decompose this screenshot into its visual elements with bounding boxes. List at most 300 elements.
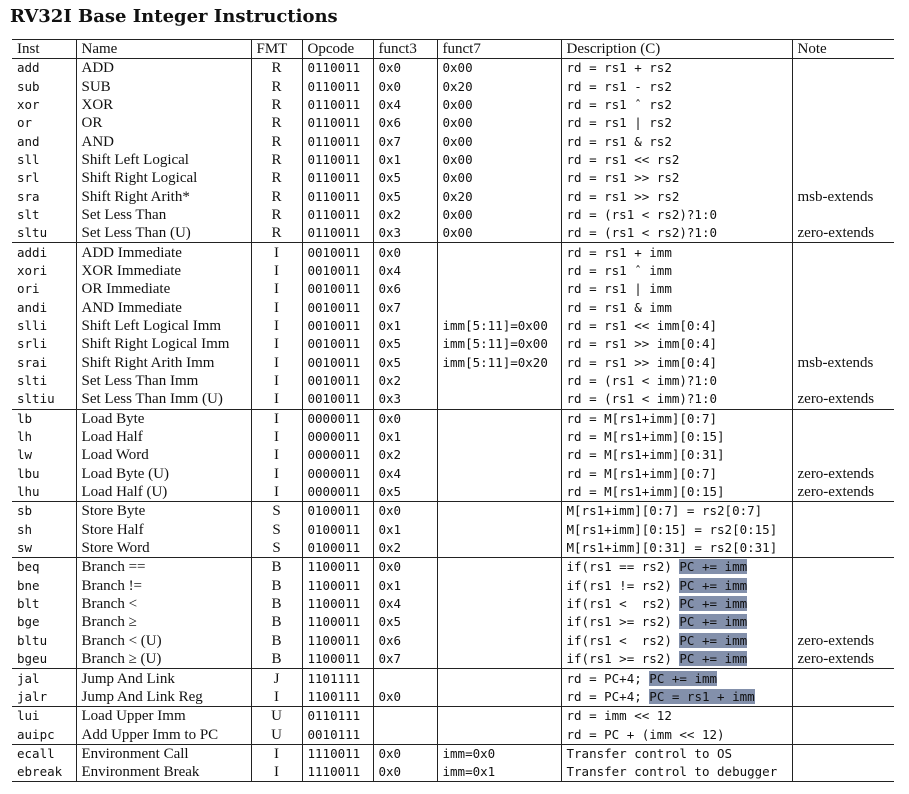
- cell-name: Shift Left Logical: [76, 151, 251, 169]
- description-text: rd = (rs1 < rs2)?1:0: [566, 225, 718, 241]
- cell-opcode: 1100011: [302, 632, 373, 650]
- column-header-note: Note: [792, 40, 894, 59]
- cell-description: [561, 577, 792, 595]
- cell-description: [561, 539, 792, 558]
- cell-opcode: 1110011: [302, 744, 373, 763]
- table-row: [12, 483, 894, 502]
- cell-description: [561, 317, 792, 335]
- table-row: [12, 317, 894, 335]
- cell-description: [561, 96, 792, 114]
- cell-name: Jump And Link: [76, 669, 251, 688]
- cell-description: [561, 280, 792, 298]
- description-text: rd = rs1 | imm: [566, 281, 672, 297]
- cell-funct3: 0x2: [373, 539, 437, 558]
- cell-funct7: 0x00: [437, 59, 561, 78]
- table-row: [12, 335, 894, 353]
- cell-inst: srli: [17, 336, 48, 352]
- description-text: rd = rs1 ˆ imm: [566, 262, 672, 278]
- cell-note: [792, 502, 894, 521]
- cell-note: [792, 428, 894, 446]
- cell-description: [561, 262, 792, 280]
- table-row: [12, 744, 894, 763]
- cell-inst: bgeu: [17, 651, 48, 667]
- cell-fmt: B: [251, 632, 302, 650]
- cell-description: [561, 632, 792, 650]
- cell-description: [561, 224, 792, 243]
- cell-inst: addi: [12, 243, 76, 262]
- cell-funct7: [437, 539, 561, 558]
- cell-inst: xori: [17, 262, 48, 278]
- cell-funct7: [437, 577, 561, 595]
- cell-name: Load Upper Imm: [76, 707, 251, 726]
- table-body: [12, 59, 894, 782]
- description-text: rd = rs1 - rs2: [566, 78, 672, 94]
- table-row: [12, 763, 894, 782]
- cell-name: Jump And Link Reg: [76, 688, 251, 707]
- cell-funct3: 0x5: [373, 483, 437, 502]
- cell-opcode: 0010011: [302, 298, 373, 316]
- cell-opcode: 1101111: [302, 669, 373, 688]
- cell-funct7: [437, 650, 561, 669]
- cell-funct3: 0x0: [373, 688, 437, 707]
- cell-note: [792, 59, 894, 78]
- cell-note: [792, 243, 894, 262]
- cell-funct7: [437, 372, 561, 390]
- table-row: [12, 243, 894, 262]
- cell-note: [792, 446, 894, 464]
- cell-opcode: 1100011: [302, 595, 373, 613]
- cell-funct3: 0x0: [373, 243, 437, 262]
- cell-inst: sltu: [17, 225, 48, 241]
- description-text: rd = rs1 >> rs2: [566, 170, 680, 186]
- table-row: [12, 169, 894, 187]
- cell-funct7: imm=0x0: [437, 744, 561, 763]
- description-text: if(rs1 >= rs2): [566, 614, 680, 630]
- cell-fmt: I: [251, 354, 302, 372]
- cell-name: AND: [76, 132, 251, 150]
- cell-opcode: 0010011: [302, 280, 373, 298]
- cell-opcode: 0110011: [302, 77, 373, 95]
- cell-fmt: R: [251, 114, 302, 132]
- cell-fmt: S: [251, 539, 302, 558]
- cell-description: [561, 650, 792, 669]
- cell-fmt: I: [251, 390, 302, 409]
- column-header-description: Description (C): [561, 40, 792, 59]
- cell-fmt: R: [251, 96, 302, 114]
- description-text: rd = rs1 | rs2: [566, 115, 672, 131]
- cell-funct7: 0x00: [437, 114, 561, 132]
- cell-funct7: [437, 521, 561, 539]
- cell-funct3: 0x5: [373, 169, 437, 187]
- cell-description: [561, 446, 792, 464]
- cell-description: [561, 725, 792, 744]
- cell-opcode: 0110011: [302, 96, 373, 114]
- cell-funct3: 0x1: [373, 151, 437, 169]
- cell-funct7: [437, 298, 561, 316]
- cell-description: [561, 206, 792, 224]
- cell-name: OR: [76, 114, 251, 132]
- cell-inst: add: [17, 60, 40, 76]
- cell-funct3: 0x0: [373, 502, 437, 521]
- pc-update-highlight: PC += imm: [679, 614, 748, 630]
- cell-fmt: B: [251, 595, 302, 613]
- cell-inst: xor: [17, 96, 40, 112]
- cell-note: [792, 335, 894, 353]
- description-text: rd = rs1 ˆ rs2: [566, 96, 672, 112]
- table-row: [12, 409, 894, 428]
- cell-funct7: [437, 558, 561, 577]
- cell-opcode: 0010011: [302, 243, 373, 262]
- cell-funct7: 0x00: [437, 96, 561, 114]
- cell-fmt: I: [251, 465, 302, 483]
- description-text: rd = M[rs1+imm][0:7]: [566, 465, 718, 481]
- cell-fmt: U: [251, 707, 302, 726]
- cell-name: Load Half (U): [76, 483, 251, 502]
- description-text: if(rs1 != rs2): [566, 577, 680, 593]
- cell-note: [792, 77, 894, 95]
- description-text: rd = rs1 << rs2: [566, 151, 680, 167]
- table-row: [12, 688, 894, 707]
- cell-funct7: [437, 483, 561, 502]
- cell-inst: slti: [17, 373, 48, 389]
- cell-description: [561, 428, 792, 446]
- cell-opcode: 0110011: [302, 114, 373, 132]
- cell-funct7: [437, 390, 561, 409]
- cell-description: [561, 243, 792, 262]
- cell-note: [792, 409, 894, 428]
- description-text: rd = rs1 + rs2: [566, 60, 672, 76]
- cell-inst: sltiu: [17, 391, 55, 407]
- table-row: [12, 725, 894, 744]
- cell-funct7: [437, 502, 561, 521]
- cell-note: [792, 577, 894, 595]
- cell-note: [792, 372, 894, 390]
- cell-note: zero-extends: [792, 650, 894, 669]
- cell-opcode: 0100011: [302, 502, 373, 521]
- cell-fmt: R: [251, 77, 302, 95]
- cell-funct7: [437, 595, 561, 613]
- cell-note: zero-extends: [792, 632, 894, 650]
- description-text: rd = imm << 12: [566, 708, 672, 724]
- cell-name: Shift Right Arith*: [76, 187, 251, 205]
- cell-note: [792, 96, 894, 114]
- cell-name: Environment Call: [76, 744, 251, 763]
- cell-name: Store Half: [76, 521, 251, 539]
- table-row: [12, 595, 894, 613]
- cell-funct3: 0x2: [373, 446, 437, 464]
- description-text: rd = rs1 >> rs2: [566, 188, 680, 204]
- table-row: [12, 707, 894, 726]
- cell-description: [561, 298, 792, 316]
- table-row: [12, 650, 894, 669]
- cell-inst: bne: [17, 577, 40, 593]
- cell-funct7: 0x00: [437, 224, 561, 243]
- table-row: [12, 132, 894, 150]
- cell-note: [792, 317, 894, 335]
- table-row: [12, 669, 894, 688]
- table-row: [12, 539, 894, 558]
- cell-note: [792, 114, 894, 132]
- column-header-funct3: funct3: [373, 40, 437, 59]
- cell-fmt: B: [251, 613, 302, 631]
- table-row: [12, 465, 894, 483]
- cell-funct3: 0x1: [373, 521, 437, 539]
- cell-name: Environment Break: [76, 763, 251, 782]
- cell-name: AND Immediate: [76, 298, 251, 316]
- cell-description: [561, 669, 792, 688]
- cell-description: [561, 187, 792, 205]
- cell-funct7: [437, 725, 561, 744]
- cell-note: msb-extends: [792, 187, 894, 205]
- cell-funct3: 0x0: [373, 744, 437, 763]
- cell-note: [792, 669, 894, 688]
- cell-note: [792, 613, 894, 631]
- cell-opcode: 0000011: [302, 465, 373, 483]
- cell-inst: blt: [17, 596, 40, 612]
- cell-description: [561, 114, 792, 132]
- table-row: [12, 298, 894, 316]
- cell-opcode: 0110011: [302, 169, 373, 187]
- cell-funct7: imm[5:11]=0x20: [437, 354, 561, 372]
- cell-opcode: 0110011: [302, 59, 373, 78]
- cell-name: Branch !=: [76, 577, 251, 595]
- cell-opcode: 0100011: [302, 539, 373, 558]
- description-text: M[rs1+imm][0:7] = rs2[0:7]: [566, 503, 763, 519]
- cell-opcode: 1100111: [302, 688, 373, 707]
- cell-opcode: 0010111: [302, 725, 373, 744]
- cell-funct7: [437, 409, 561, 428]
- cell-description: [561, 169, 792, 187]
- cell-description: [561, 521, 792, 539]
- cell-funct7: [437, 280, 561, 298]
- cell-fmt: R: [251, 151, 302, 169]
- cell-opcode: 0000011: [302, 483, 373, 502]
- cell-fmt: B: [251, 650, 302, 669]
- cell-name: Load Word: [76, 446, 251, 464]
- cell-inst: beq: [12, 558, 76, 577]
- cell-fmt: I: [251, 317, 302, 335]
- description-text: rd = rs1 & rs2: [566, 133, 672, 149]
- cell-description: [561, 595, 792, 613]
- cell-funct7: [437, 428, 561, 446]
- table-row: [12, 77, 894, 95]
- cell-opcode: 0000011: [302, 428, 373, 446]
- cell-funct3: [373, 725, 437, 744]
- cell-funct7: [437, 243, 561, 262]
- cell-inst: sb: [12, 502, 76, 521]
- cell-funct3: 0x2: [373, 372, 437, 390]
- pc-update-highlight: PC += imm: [679, 651, 748, 667]
- cell-name: Branch ==: [76, 558, 251, 577]
- pc-update-highlight: PC += imm: [649, 670, 718, 686]
- cell-note: [792, 262, 894, 280]
- cell-opcode: 0010011: [302, 335, 373, 353]
- cell-name: Branch < (U): [76, 632, 251, 650]
- description-text: if(rs1 < rs2): [566, 632, 680, 648]
- cell-fmt: I: [251, 483, 302, 502]
- cell-description: [561, 372, 792, 390]
- cell-fmt: I: [251, 280, 302, 298]
- description-text: rd = rs1 >> imm[0:4]: [566, 354, 718, 370]
- cell-opcode: 0110011: [302, 132, 373, 150]
- cell-inst: lui: [12, 707, 76, 726]
- cell-note: zero-extends: [792, 465, 894, 483]
- cell-opcode: 0100011: [302, 521, 373, 539]
- pc-update-highlight: PC = rs1 + imm: [649, 688, 755, 704]
- description-text: rd = rs1 + imm: [566, 244, 672, 260]
- cell-funct7: 0x00: [437, 132, 561, 150]
- cell-name: Shift Left Logical Imm: [76, 317, 251, 335]
- cell-inst: ebreak: [12, 763, 76, 782]
- cell-opcode: 0010011: [302, 317, 373, 335]
- cell-note: [792, 298, 894, 316]
- cell-description: [561, 354, 792, 372]
- cell-name: Branch <: [76, 595, 251, 613]
- cell-funct7: 0x00: [437, 151, 561, 169]
- cell-description: [561, 390, 792, 409]
- cell-inst: sh: [17, 521, 33, 537]
- cell-fmt: R: [251, 187, 302, 205]
- cell-description: [561, 151, 792, 169]
- cell-funct7: [437, 262, 561, 280]
- cell-opcode: 0110011: [302, 224, 373, 243]
- cell-note: [792, 725, 894, 744]
- cell-description: [561, 132, 792, 150]
- cell-name: Store Word: [76, 539, 251, 558]
- cell-opcode: 1100011: [302, 558, 373, 577]
- cell-name: Shift Right Logical: [76, 169, 251, 187]
- cell-inst: sra: [17, 188, 40, 204]
- cell-fmt: I: [251, 335, 302, 353]
- cell-fmt: R: [251, 169, 302, 187]
- cell-fmt: I: [251, 744, 302, 763]
- cell-description: [561, 465, 792, 483]
- cell-note: zero-extends: [792, 224, 894, 243]
- cell-name: Set Less Than: [76, 206, 251, 224]
- cell-note: [792, 763, 894, 782]
- cell-funct3: 0x0: [373, 59, 437, 78]
- cell-opcode: 0110011: [302, 187, 373, 205]
- table-row: [12, 613, 894, 631]
- cell-fmt: I: [251, 446, 302, 464]
- description-text: Transfer control to OS: [566, 745, 733, 761]
- cell-fmt: I: [251, 372, 302, 390]
- description-text: M[rs1+imm][0:15] = rs2[0:15]: [566, 521, 778, 537]
- cell-note: [792, 744, 894, 763]
- description-text: rd = PC+4;: [566, 688, 650, 704]
- cell-opcode: 1100011: [302, 577, 373, 595]
- cell-inst: bltu: [17, 632, 48, 648]
- cell-fmt: S: [251, 502, 302, 521]
- table-row: [12, 187, 894, 205]
- cell-note: [792, 595, 894, 613]
- cell-funct7: [437, 465, 561, 483]
- cell-inst: bge: [17, 614, 40, 630]
- cell-funct3: 0x2: [373, 206, 437, 224]
- cell-funct7: 0x20: [437, 187, 561, 205]
- cell-funct3: 0x5: [373, 613, 437, 631]
- cell-note: [792, 169, 894, 187]
- cell-funct3: 0x4: [373, 595, 437, 613]
- description-text: rd = (rs1 < imm)?1:0: [566, 391, 718, 407]
- cell-funct3: 0x4: [373, 262, 437, 280]
- table-row: [12, 428, 894, 446]
- cell-note: [792, 558, 894, 577]
- cell-name: Add Upper Imm to PC: [76, 725, 251, 744]
- description-text: if(rs1 >= rs2): [566, 651, 680, 667]
- table-row: [12, 558, 894, 577]
- table-row: [12, 59, 894, 78]
- cell-opcode: 0010011: [302, 262, 373, 280]
- cell-name: XOR: [76, 96, 251, 114]
- cell-fmt: I: [251, 409, 302, 428]
- cell-note: [792, 707, 894, 726]
- cell-inst: lhu: [17, 484, 40, 500]
- table-row: [12, 577, 894, 595]
- cell-funct3: 0x3: [373, 224, 437, 243]
- table-row: [12, 96, 894, 114]
- cell-name: Set Less Than Imm (U): [76, 390, 251, 409]
- description-text: rd = M[rs1+imm][0:31]: [566, 447, 725, 463]
- cell-funct7: [437, 632, 561, 650]
- description-text: rd = M[rs1+imm][0:15]: [566, 429, 725, 445]
- description-text: rd = PC+4;: [566, 670, 650, 686]
- cell-note: [792, 539, 894, 558]
- description-text: rd = rs1 & imm: [566, 299, 672, 315]
- cell-description: [561, 744, 792, 763]
- page-title: RV32I Base Integer Instructions: [10, 6, 338, 27]
- cell-funct3: 0x7: [373, 132, 437, 150]
- cell-funct3: 0x0: [373, 409, 437, 428]
- cell-fmt: S: [251, 521, 302, 539]
- cell-description: [561, 409, 792, 428]
- cell-fmt: I: [251, 428, 302, 446]
- cell-funct3: 0x4: [373, 465, 437, 483]
- description-text: rd = PC + (imm << 12): [566, 726, 725, 742]
- column-header-inst: Inst: [12, 40, 76, 59]
- cell-opcode: 0110111: [302, 707, 373, 726]
- cell-funct3: 0x0: [373, 77, 437, 95]
- cell-inst: lw: [17, 447, 33, 463]
- cell-inst: slt: [17, 206, 40, 222]
- description-text: rd = rs1 << imm[0:4]: [566, 317, 718, 333]
- cell-name: OR Immediate: [76, 280, 251, 298]
- table-row: [12, 114, 894, 132]
- cell-fmt: I: [251, 243, 302, 262]
- cell-funct3: [373, 669, 437, 688]
- cell-funct7: [437, 707, 561, 726]
- description-text: M[rs1+imm][0:31] = rs2[0:31]: [566, 540, 778, 556]
- cell-fmt: U: [251, 725, 302, 744]
- cell-name: ADD: [76, 59, 251, 78]
- cell-note: [792, 688, 894, 707]
- cell-description: [561, 335, 792, 353]
- cell-inst: sll: [17, 151, 40, 167]
- cell-name: Shift Right Logical Imm: [76, 335, 251, 353]
- column-header-opcode: Opcode: [302, 40, 373, 59]
- cell-opcode: 1110011: [302, 763, 373, 782]
- cell-note: [792, 132, 894, 150]
- cell-funct3: 0x6: [373, 632, 437, 650]
- cell-fmt: R: [251, 224, 302, 243]
- cell-funct3: 0x6: [373, 280, 437, 298]
- cell-name: Shift Right Arith Imm: [76, 354, 251, 372]
- table-row: [12, 521, 894, 539]
- cell-inst: and: [17, 133, 40, 149]
- cell-inst: sw: [17, 540, 33, 556]
- cell-funct3: 0x3: [373, 390, 437, 409]
- cell-funct3: 0x1: [373, 577, 437, 595]
